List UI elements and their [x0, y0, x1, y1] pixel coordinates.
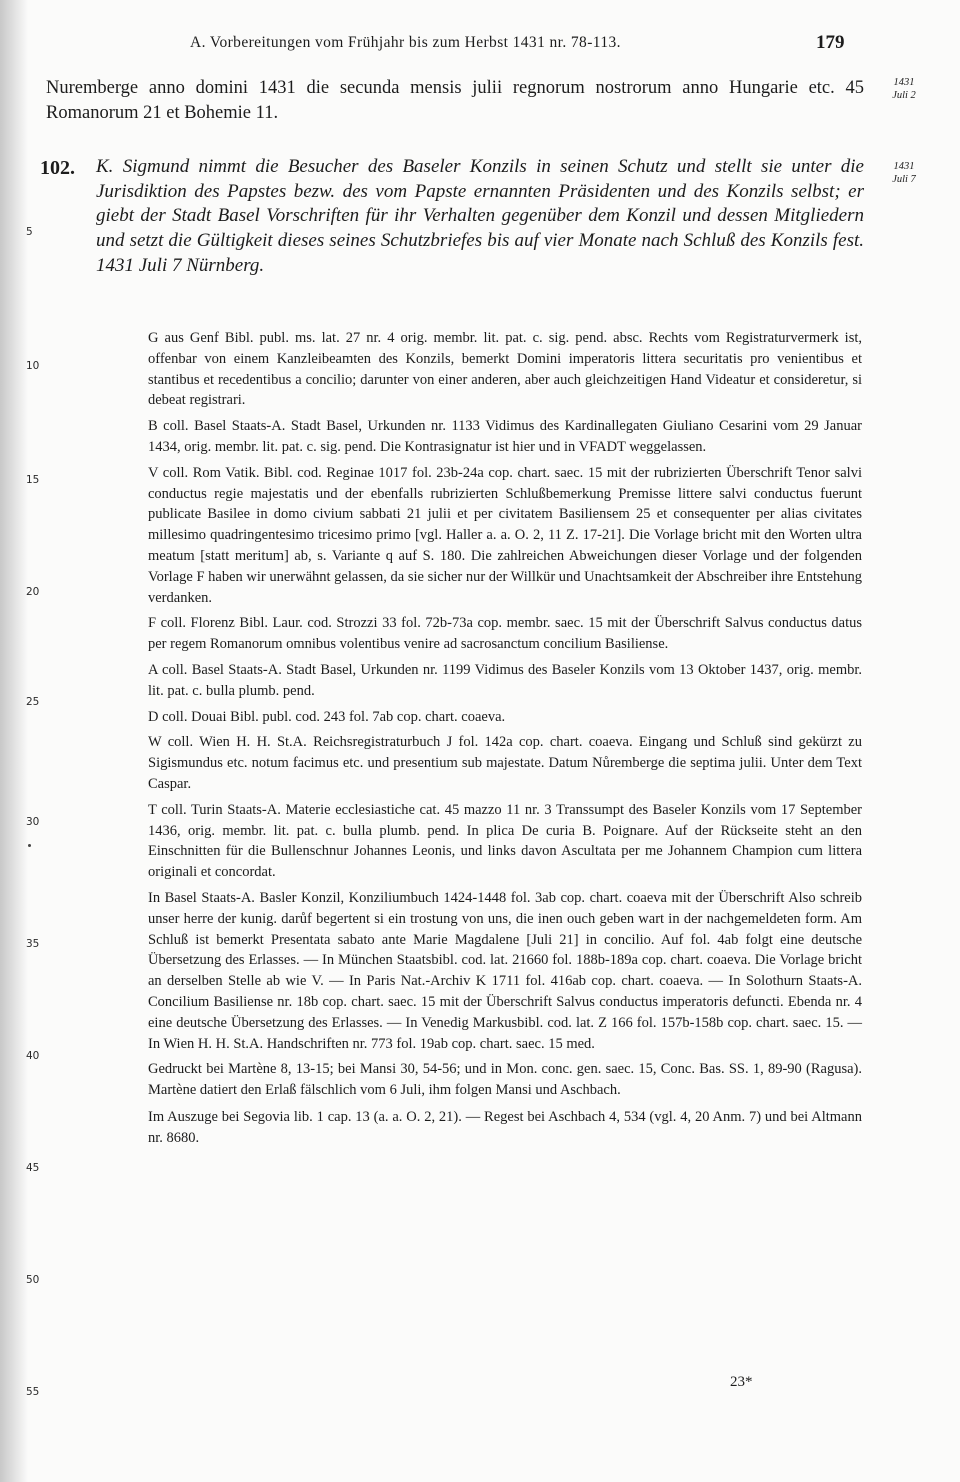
margin-date-year: 1431 [893, 77, 915, 88]
line-number: 25 [26, 696, 40, 708]
line-number: 10 [26, 360, 40, 372]
regest-date-place: 1431 Juli 7 Nürnberg. [96, 254, 265, 276]
page-number: 179 [816, 32, 845, 53]
margin-date-1 [876, 76, 932, 102]
signature-mark: 23* [730, 1374, 753, 1390]
line-number: 35 [26, 938, 40, 950]
note-paragraph: D coll. Douai Bibl. publ. cod. 243 fol. 7ab cop. chart. coaeva. [148, 708, 506, 725]
note-paragraph: W coll. Wien H. H. St.A. Reichsregistraturbuch J fol. 142a cop. chart. coaeva. Eingang und Schluß sind gekürzt zu Sigismundus etc. notum facimus etc. und presentium sub majestate. Datum Nůremberge die septima julii. Unter dem Text Caspar. [148, 734, 862, 792]
line-number: 5 [26, 226, 33, 238]
lead-paragraph: Nuremberge anno domini 1431 die secunda mensis julii regnorum nostrorum anno Hungarie etc. 45 Romanorum 21 et Bohemie 11. [46, 78, 864, 123]
document-regest [96, 155, 864, 279]
line-number: 40 [26, 1050, 40, 1062]
apparatus-notes [148, 328, 862, 1153]
margin-date-day: Juli 7 [892, 174, 916, 185]
margin-date-year: 1431 [893, 161, 915, 172]
note-paragraph: G aus Genf Bibl. publ. ms. lat. 27 nr. 4 orig. membr. lit. pat. c. sig. pend. absc. Rechts vom Registraturvermerk ist, offenbar von einem Kanzleibeamten des Konzils, bemerkt Domini imperatoris littera securitatis pro venientibus et stantibus et recedentibus a concilio; darunter von einer anderen, aber auch gleichzeitigen Hand Videatur et consideretur, si debeat registrari. [148, 330, 862, 409]
line-number: 45 [26, 1162, 40, 1174]
running-title: A. Vorbereitungen vom Frühjahr bis zum Herbst 1431 nr. 78-113. [190, 34, 621, 51]
document-number: 102. [40, 157, 75, 179]
note-paragraph: In Basel Staats-A. Basler Konzil, Konziliumbuch 1424-1448 fol. 3ab cop. chart. coaeva mit der Überschrift Also schreib unser herre der kunig. darůf begertent si ein trostung von uns, die inen ouch geben wart in der nachgemeldeten form. Am Schluß ist bemerkt Presentata sabato ante Marie Magdalene [Juli 21] in concilio. Auf fol. 4ab folgt eine deutsche Übersetzung des Erlasses. — In München Staatsbibl. cod. lat. 21660 fol. 188b-189a cop. chart. coaeva. Die Vorlage bricht an derselben Stelle ab wie V. — In Paris Nat.-Archiv K 1711 fol. 416ab cop. chart. coaeva. — In Solothurn Staats-A. Concilium Basiliense nr. 18b cop. chart. saec. 15 mit der Überschrift Salvus conductus imperatoris defuncti. Ebenda nr. 4 eine deutsche Übersetzung des Erlasses. — In Venedig Markusbibl. cod. lat. Z 166 fol. 157b-158b cop. chart. saec. 15. — In Wien H. H. St.A. Handschriften nr. 773 fol. 19ab cop. chart. saec. 15 med. [148, 889, 862, 1052]
margin-date-2 [876, 160, 932, 186]
line-number: 55 [26, 1386, 40, 1398]
regest-text: K. Sigmund nimmt die Besucher des Baseler Konzils in seinen Schutz und stellt sie unter die Jurisdiktion des Papstes bezw. des vom Papste ernannten Präsidenten und des Konzils selbst; er giebt der Stadt Basel Vorschriften für ihr Verhalten gegenüber dem Konzil und dessen Mitgliedern und setzt die Gültigkeit dieses seines Schutzbriefes bis auf vier Monate nach Schluß des Konzils fest. [96, 156, 864, 252]
note-paragraph: A coll. Basel Staats-A. Stadt Basel, Urkunden nr. 1199 Vidimus des Baseler Konzils vom 13 Oktober 1437, orig. membr. lit. pat. c. bulla plumb. pend. [148, 661, 862, 699]
note-paragraph: T coll. Turin Staats-A. Materie ecclesiastiche cat. 45 mazzo 11 nr. 3 Transsumpt des Baseler Konzils vom 17 September 1436, orig. membr. lit. pat. c. bulla plumb. pend. In plica De curia B. Poignare. Auf der Rückseite steht an den Einschnitten für die Bullenschnur Johannes Leonis, und links davon Ascultata per me Johannem Champion cum littera originali et concordat. [148, 801, 862, 881]
page-blemish-dot [28, 844, 31, 847]
note-paragraph: F coll. Florenz Bibl. Laur. cod. Strozzi 33 fol. 72b-73a cop. membr. saec. 15 mit der Überschrift Salvus conductus datus per regem Romanorum omnibus volentibus venire ad sacrosanctum concilium Basiliense. [148, 615, 862, 653]
note-paragraph: Im Auszuge bei Segovia lib. 1 cap. 13 (a. a. O. 2, 21). — Regest bei Aschbach 4, 534 (vgl. 4, 20 Anm. 7) und bei Altmann nr. 8680. [148, 1108, 862, 1146]
line-number: 15 [26, 474, 40, 486]
line-number: 30 [26, 816, 40, 828]
line-number: 20 [26, 586, 40, 598]
line-number: 50 [26, 1274, 40, 1286]
margin-date-day: Juli 2 [892, 90, 916, 101]
note-paragraph: V coll. Rom Vatik. Bibl. cod. Reginae 1017 fol. 23b-24a cop. chart. saec. 15 mit der rubrizierten Überschrift Tenor salvi conductus regie majestatis und der ebenfalls rubrizierten Schlußbemerkung Premisse littere salvi conductus fuerunt publicate Basilee in domo civium sabbati 21 julii et per civitatem Basiliensem 25 et consequenter per alias civitates millesimo quadringentesimo tricesimo primo [vgl. Haller a. a. O. 2, 11 Z. 17-21]. Die Vorlage bricht mit den Worten ultra meatum [statt meritum] ab, s. Variante q auf S. 180. Die zahlreichen Abweichungen dieser Vorlage und der folgenden Vorlage F haben wir unerwähnt gelassen, da sie sicher nur der Willkür und Unachtsamkeit der Abschreiber ihre Entstehung verdanken. [148, 464, 863, 606]
page-binding-shadow [0, 0, 28, 1482]
note-paragraph: Gedruckt bei Martène 8, 13-15; bei Mansi 30, 54-56; und in Mon. conc. gen. saec. 15, Conc. Bas. SS. 1, 89-90 (Ragusa). Martène datiert den Erlaß fälschlich vom 6 Juli, ihm folgen Mansi und Aschbach. [148, 1061, 862, 1099]
note-paragraph: B coll. Basel Staats-A. Stadt Basel, Urkunden nr. 1133 Vidimus des Kardinallegaten Giuliano Cesarini vom 29 Januar 1434, orig. membr. lit. pat. c. sig. pend. Die Kontrasignatur ist hier und in VFADT weggelassen. [148, 418, 862, 455]
